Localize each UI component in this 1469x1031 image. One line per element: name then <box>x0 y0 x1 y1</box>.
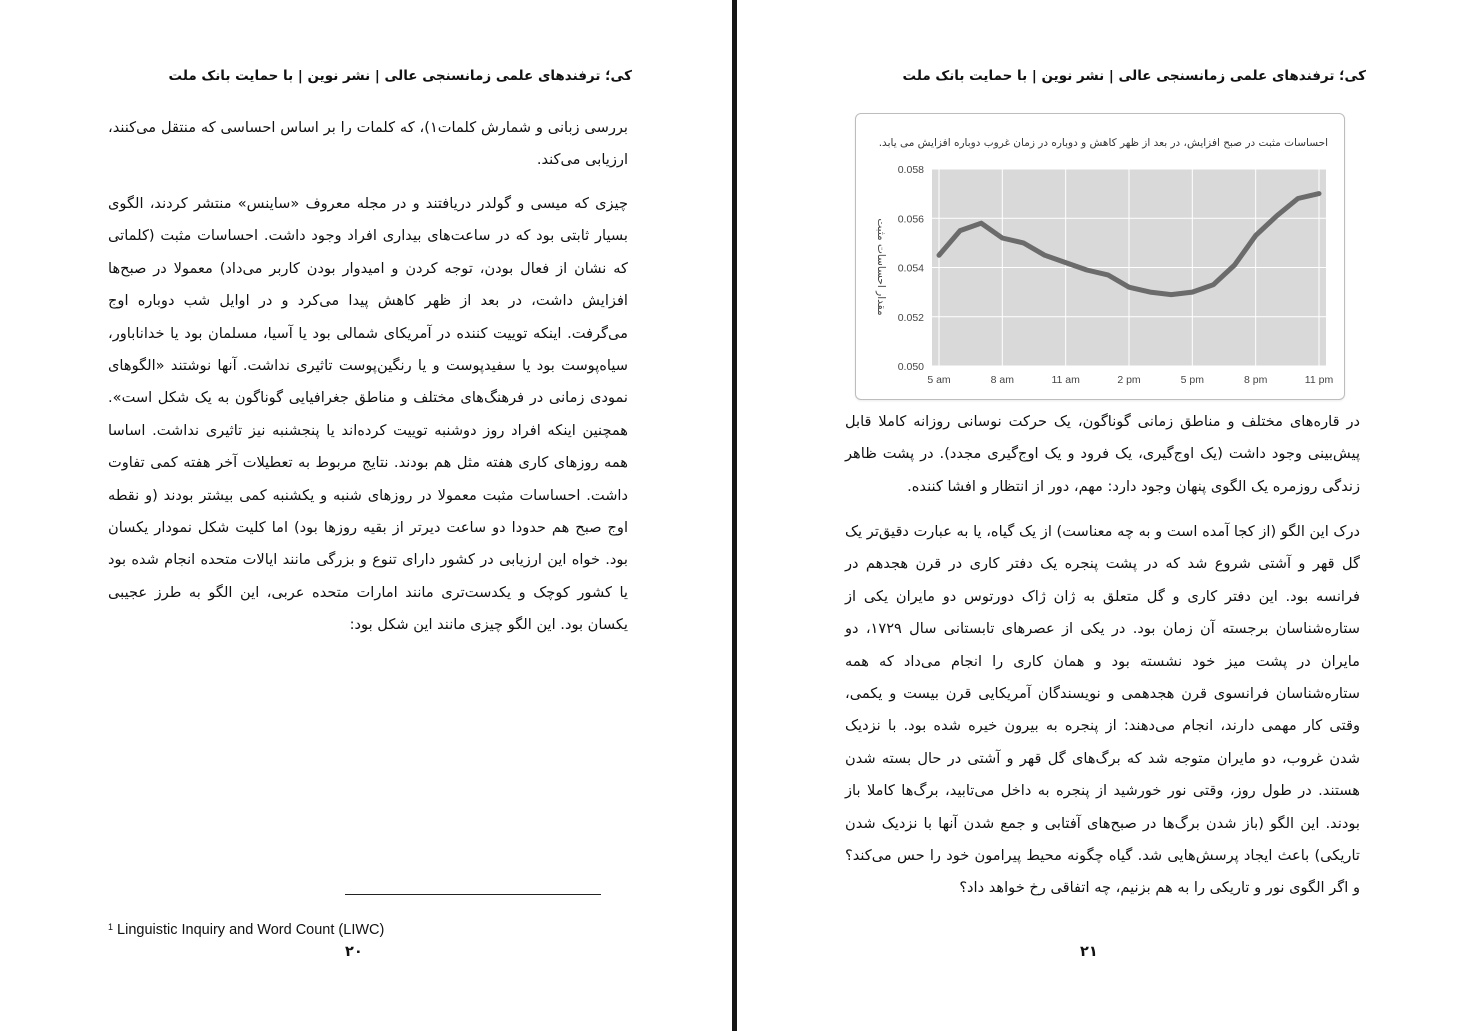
y-tick-label: 0.058 <box>897 164 924 176</box>
footnote-divider <box>345 894 601 895</box>
page-number: ۲۰ <box>345 944 363 960</box>
paragraph-text: در قاره‌های مختلف و مناطق زمانی گوناگون، یک حرکت نوسانی روزانه کاملا قابل پیش‌بینی وجود داشت (یک اوج‌گیری، یک فرود و یک اوج‌گیری مجدد). در پشت ظاهر زندگی روزمره یک الگوی پنهان وجود دارد: مهم، دور از انتظار و افشا کننده. <box>845 413 1360 495</box>
chart-svg <box>856 114 1344 399</box>
x-tick-label: 5 pm <box>1180 374 1205 386</box>
paragraph-text: درک این الگو (از کجا آمده است و به چه معناست) از یک گیاه، یا به عبارت دقیق‌تر یک گل قهر و آشتی شروع شد که در پشت پنجره یک دفتر کاری در قرن هجدهم در فرانسه بود. این دفتر کاری و گل متعلق به ژان ژاک دورتوس دو مایران یکی از ستاره‌شناسان برجسته آن زمان بود. در یکی از عصرهای تابستانی سال ۱۷۲۹، دو مایران در پشت میز خود نشسته بود و همان کاری را انجام می‌داد که همه ستاره‌شناسان فرانسوی قرن هجدهمی و نویسندگان آمریکایی قرن بیست و یکمی، وقتی کار مهمی دارند، انجام می‌دهند: از پنجره به بیرون خیره شده بود. با نزدیک شدن غروب، دو مایران متوجه شد که برگ‌های گل قهر و آشتی در حال بسته شدن هستند. در طول روز، وقتی نور خورشید از پنجره به داخل می‌تابید، برگ‌ها کاملا باز بودند. این الگو (باز شدن برگ‌ها در صبح‌های آفتابی و جمع شدن آنها با نزدیک شدن تاریکی) باعث ایجاد پرسش‌هایی شد. گیاه چگونه محیط پیرامون خود را حس می‌کند؟ و اگر الگوی نور و تاریکی را به هم بزنیم، چه اتفاقی رخ خواهد داد؟ <box>845 523 1360 897</box>
y-axis-label: مقدار احساسات مثبت <box>875 218 887 316</box>
footnote <box>108 922 384 938</box>
y-tick-label: 0.052 <box>897 311 924 324</box>
x-tick-label: 11 am <box>1051 374 1080 386</box>
y-tick-label: 0.050 <box>897 361 924 373</box>
x-tick-label: 5 am <box>927 374 951 386</box>
x-tick-label: 8 pm <box>1243 374 1268 386</box>
running-header: کی؛ ترفندهای علمی زمانسنجی عالی | نشر نوین | با حمایت بانک ملت <box>168 68 632 84</box>
footnote-marker: 1 <box>108 922 114 932</box>
x-tick-label: 8 am <box>990 374 1015 386</box>
left-page <box>0 0 732 1031</box>
x-axis <box>927 374 1333 386</box>
page-number: ۲۱ <box>1080 944 1098 960</box>
footnote-text: Linguistic Inquiry and Word Count (LIWC) <box>117 922 385 938</box>
running-header: کی؛ ترفندهای علمی زمانسنجی عالی | نشر نوین | با حمایت بانک ملت <box>902 68 1366 84</box>
paragraph <box>108 112 628 177</box>
x-tick-label: 2 pm <box>1117 374 1141 386</box>
paragraph-text: بررسی زبانی و شمارش کلمات۱)، که کلمات را بر اساس احساسی که منتقل می‌کنند، ارزیابی می‌کند. <box>108 119 628 169</box>
paragraph <box>108 188 628 642</box>
chart-title: احساسات مثبت در صبح افزایش، در بعد از ظهر کاهش و دوباره در زمان غروب دوباره افزایش می یابد. <box>878 137 1328 149</box>
line-chart <box>855 113 1345 400</box>
y-tick-label: 0.056 <box>897 213 924 226</box>
y-axis <box>898 164 924 373</box>
paragraph <box>845 406 1360 503</box>
right-page <box>737 0 1469 1031</box>
paragraph-text: چیزی که میسی و گولدر دریافتند و در مجله معروف «ساینس» منتشر کردند، الگوی بسیار ثابتی بود که در ساعت‌های بیداری افراد وجود داشت. احساسات مثبت (کلماتی که نشان از فعال بودن، توجه کردن و امیدوار بودن کاربر می‌داد) معمولا در صبح‌ها افزایش داشت، در بعد از ظهر کاهش پیدا می‌کرد و در اوایل شب دوباره اوج می‌گرفت. اینکه توییت کننده در آمریکای شمالی بود یا آسیا، مسلمان بود یا خداناباور، سیاه‌پوست بود یا سفیدپوست و یا رنگین‌پوست تاثیری نداشت. آنها نوشتند «الگوهای نمودی زمانی در فرهنگ‌های مختلف و مناطق جغرافیایی گوناگون به یک شکل است». همچنین اینکه افراد روز دوشنبه توییت کرده‌اند یا پنجشنبه نیز تاثیری نداشت. اساسا همه روزهای کاری هفته مثل هم بودند. نتایج مربوط به تعطیلات آخر هفته کمی تفاوت داشت. احساسات مثبت معمولا در روزهای شنبه و یکشنبه کمی بیشتر بودند (و نقطه اوج صبح هم حدودا دو ساعت دیرتر از بقیه روزها بود) اما کلیت شکل نمودار یکسان بود. خواه این ارزیابی در کشور دارای تنوع و بزرگی مانند ایالات متحده انجام شده بود یا کشور کوچک و یکدست‌تری مانند امارات متحده عربی، این الگو به طرز عجیبی یکسان بود. این الگو چیزی مانند این شکل بود: <box>108 195 628 634</box>
x-tick-label: 11 pm <box>1304 374 1334 386</box>
y-tick-label: 0.054 <box>897 262 924 275</box>
paragraph <box>845 516 1360 905</box>
